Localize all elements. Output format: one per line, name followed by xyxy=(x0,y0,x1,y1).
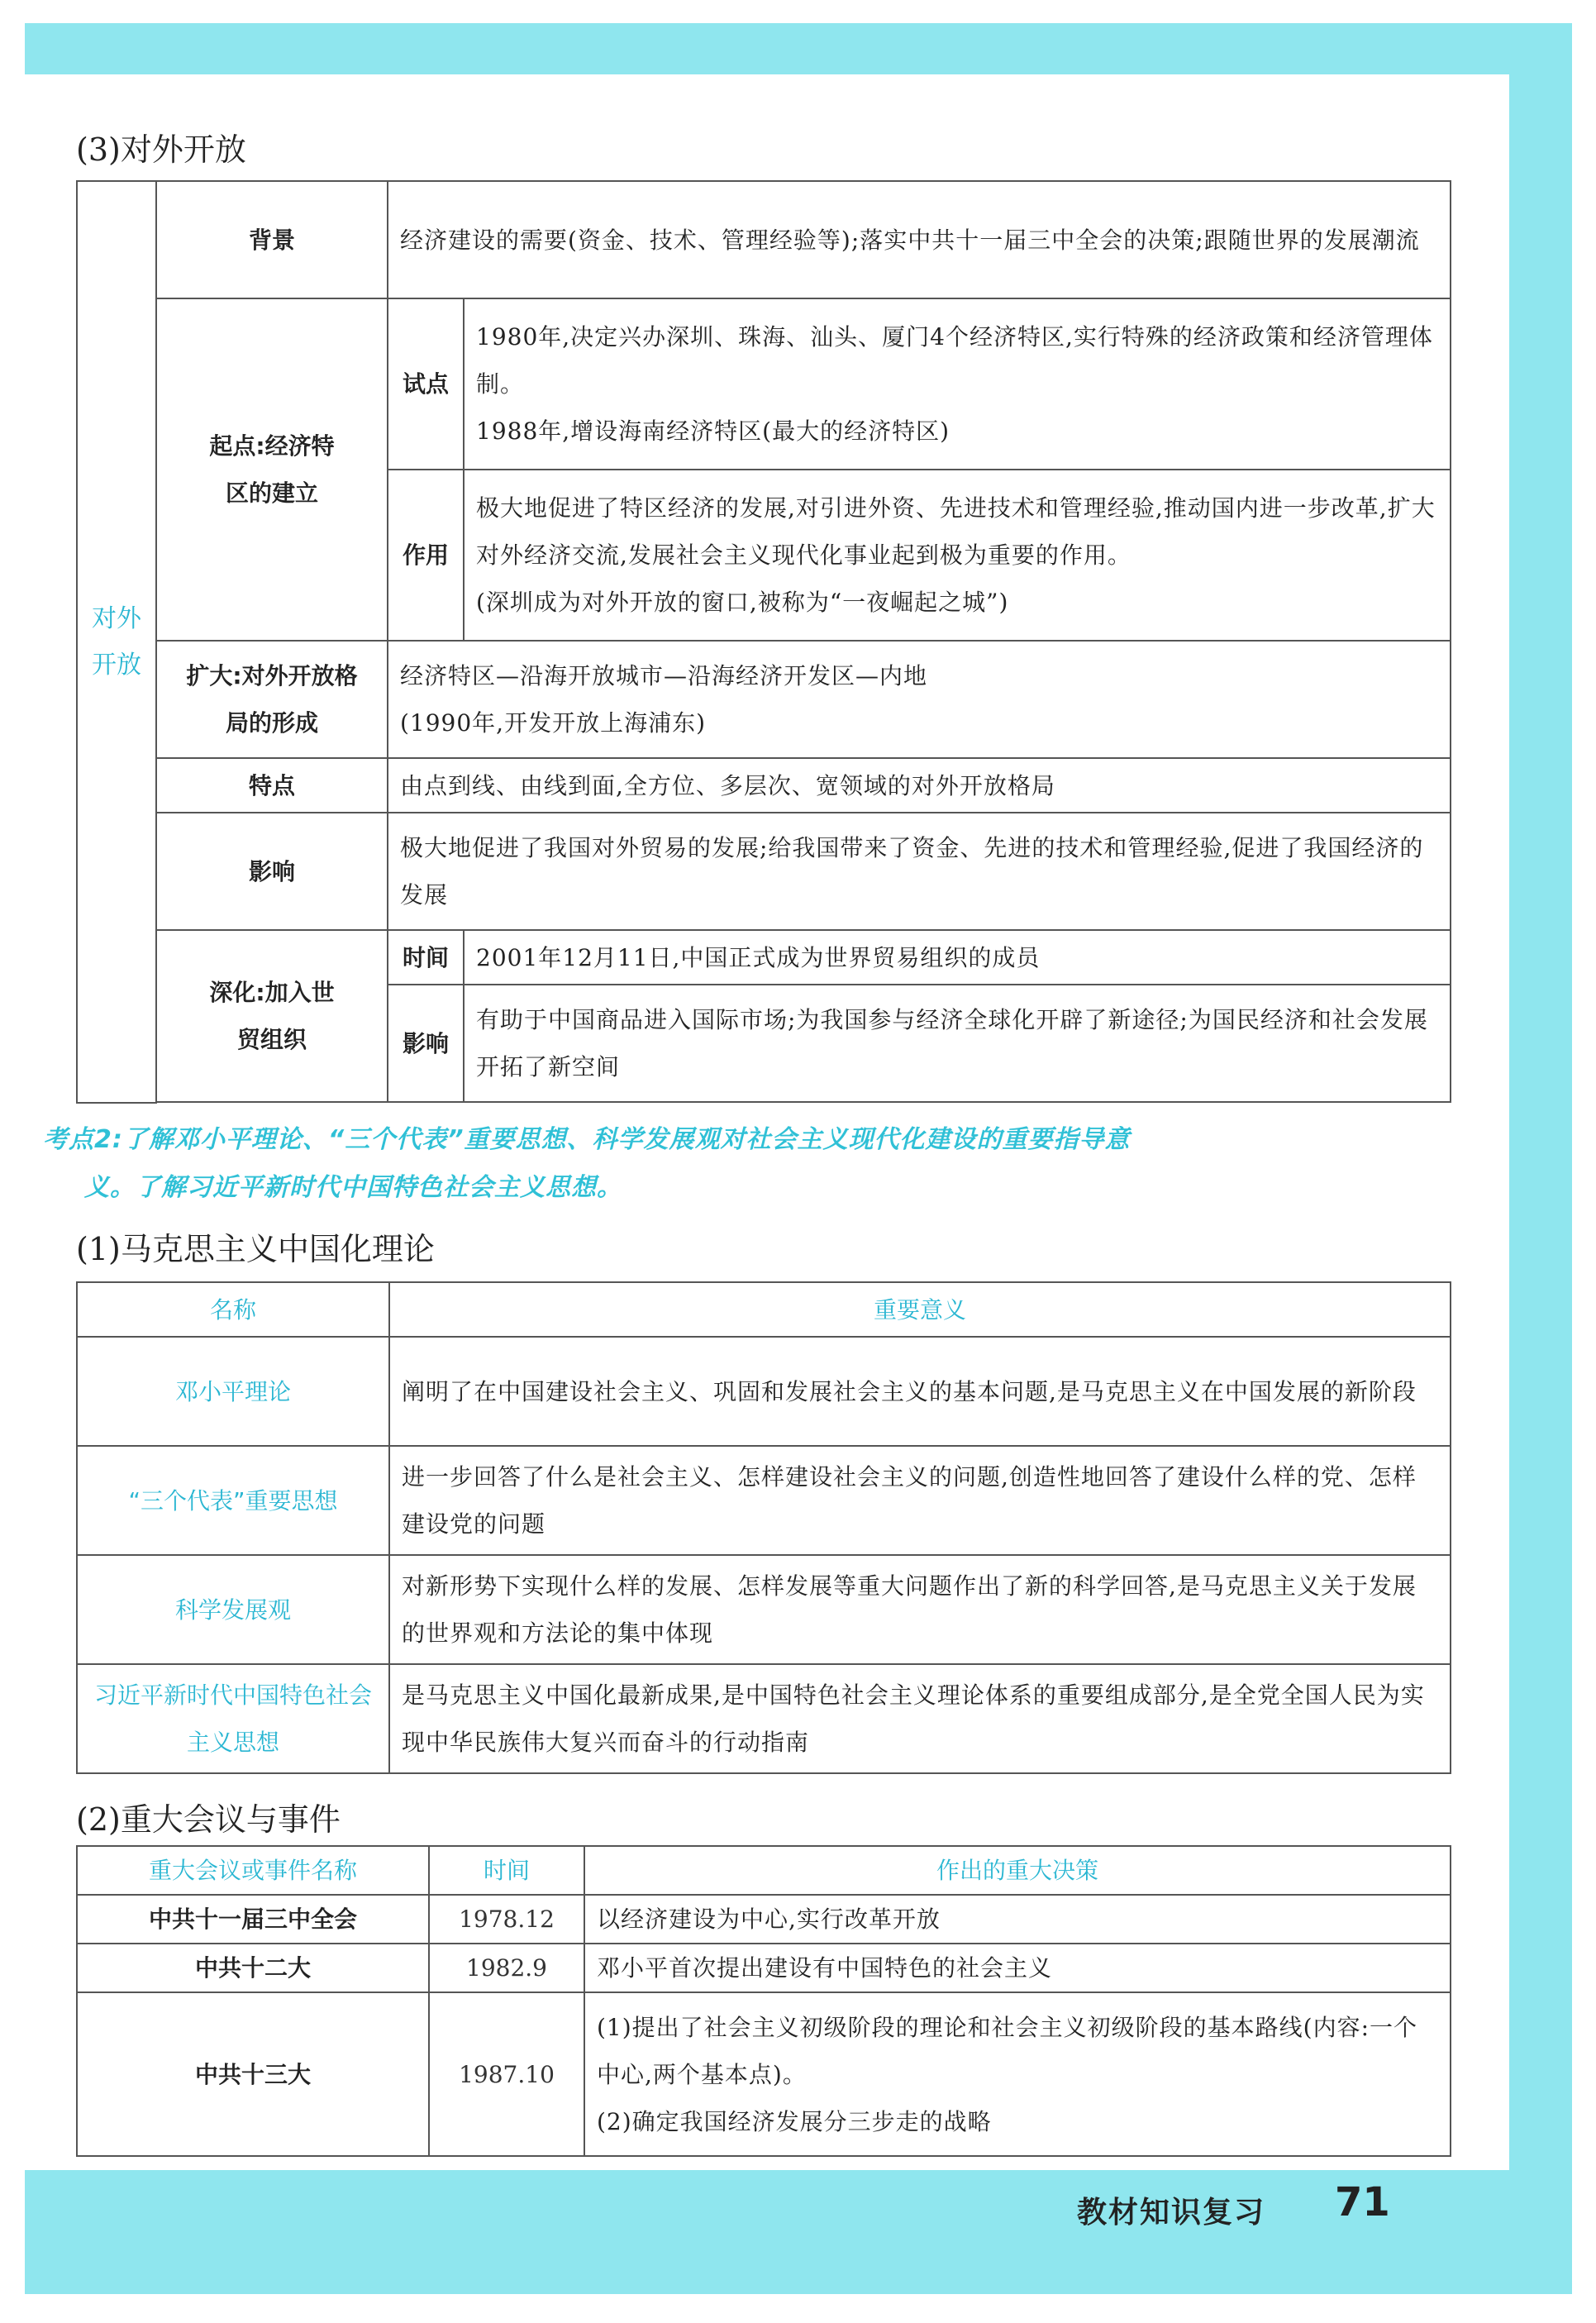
open-main-label: 对外开放 xyxy=(77,181,156,1103)
trial-label: 试点 xyxy=(388,298,464,470)
theory-row-name: “三个代表”重要思想 xyxy=(77,1446,389,1555)
theory-row-name: 科学发展观 xyxy=(77,1555,389,1664)
theory-header-meaning: 重要意义 xyxy=(389,1282,1451,1337)
theory-table xyxy=(76,1281,1451,1774)
meeting-name: 中共十三大 xyxy=(77,1992,429,2156)
meeting-decision-2: (2)确定我国经济发展分三步走的战略 xyxy=(597,2107,992,2135)
expand-text xyxy=(388,641,1451,758)
frame-right-band xyxy=(1509,23,1572,2232)
theory-row-meaning: 进一步回答了什么是社会主义、怎样建设社会主义的问题,创造性地回答了建设什么样的党、怎样建设党的问题 xyxy=(389,1446,1451,1555)
meetings-table xyxy=(76,1845,1451,2157)
theory-row-meaning: 阐明了在中国建设社会主义、巩固和发展社会主义的基本问题,是马克思主义在中国发展的新阶段 xyxy=(389,1337,1451,1446)
meeting-time: 1978.12 xyxy=(429,1895,584,1944)
effect-text xyxy=(464,470,1451,641)
open-table xyxy=(76,180,1451,1104)
kaodian-text xyxy=(43,1116,1465,1212)
background-label: 背景 xyxy=(156,181,388,298)
theory-row-meaning: 是马克思主义中国化最新成果,是中国特色社会主义理论体系的重要组成部分,是全党全国人民为实现中华民族伟大复兴而奋斗的行动指南 xyxy=(389,1664,1451,1773)
meetings-header-decision: 作出的重大决策 xyxy=(584,1846,1451,1895)
theory-row-name: 习近平新时代中国特色社会主义思想 xyxy=(77,1664,389,1773)
deepen-impact-label: 影响 xyxy=(388,985,464,1102)
trial-text xyxy=(464,298,1451,470)
footer-label: 教材知识复习 xyxy=(1077,2196,1266,2230)
frame-top-band xyxy=(25,23,1572,74)
effect-text-2: (深圳成为对外开放的窗口,被称为“一夜崛起之城”) xyxy=(476,589,1009,616)
meeting-decision-1: (1)提出了社会主义初级阶段的理论和社会主义初级阶段的基本路线(内容:一个中心,两个基本点)。 xyxy=(597,2013,1418,2088)
meeting-decision: 邓小平首次提出建设有中国特色的社会主义 xyxy=(584,1944,1451,1992)
background-text: 经济建设的需要(资金、技术、管理经验等);落实中共十一届三中全会的决策;跟随世界的发展潮流 xyxy=(388,181,1451,298)
expand-label: 扩大:对外开放格局的形成 xyxy=(156,641,388,758)
theory-header-name: 名称 xyxy=(77,1282,389,1337)
trial-text-1: 1980年,决定兴办深圳、珠海、汕头、厦门4个经济特区,实行特殊的经济政策和经济管理体制。 xyxy=(476,323,1433,398)
start-label: 起点:经济特区的建立 xyxy=(156,298,388,641)
meetings-heading: (2)重大会议与事件 xyxy=(76,1801,341,1838)
expand-text-2: (1990年,开发开放上海浦东) xyxy=(400,709,707,737)
trial-text-2: 1988年,增设海南经济特区(最大的经济特区) xyxy=(476,417,950,445)
kaodian-line-1: 考点2:了解邓小平理论、“三个代表”重要思想、科学发展观对社会主义现代化建设的重要指导意 xyxy=(43,1125,1131,1154)
feature-label: 特点 xyxy=(156,758,388,813)
theory-heading: (1)马克思主义中国化理论 xyxy=(76,1231,435,1267)
impact-text: 极大地促进了我国对外贸易的发展;给我国带来了资金、先进的技术和管理经验,促进了我国经济的发展 xyxy=(388,813,1451,930)
meeting-name: 中共十一届三中全会 xyxy=(77,1895,429,1944)
impact-label: 影响 xyxy=(156,813,388,930)
meeting-time: 1982.9 xyxy=(429,1944,584,1992)
deepen-label: 深化:加入世贸组织 xyxy=(156,930,388,1102)
meeting-decision xyxy=(584,1992,1451,2156)
expand-text-1: 经济特区—沿海开放城市—沿海经济开发区—内地 xyxy=(400,662,928,689)
effect-text-1: 极大地促进了特区经济的发展,对引进外资、先进技术和管理经验,推动国内进一步改革,扩大对外经济交流,发展社会主义现代化事业起到极为重要的作用。 xyxy=(476,494,1436,569)
page-number: 71 xyxy=(1335,2179,1390,2225)
effect-label: 作用 xyxy=(388,470,464,641)
meetings-header-time: 时间 xyxy=(429,1846,584,1895)
meeting-decision: 以经济建设为中心,实行改革开放 xyxy=(584,1895,1451,1944)
meeting-name: 中共十二大 xyxy=(77,1944,429,1992)
theory-row-name: 邓小平理论 xyxy=(77,1337,389,1446)
deepen-time-label: 时间 xyxy=(388,930,464,985)
kaodian-line-2: 义。了解习近平新时代中国特色社会主义思想。 xyxy=(84,1173,622,1202)
deepen-time-text: 2001年12月11日,中国正式成为世界贸易组织的成员 xyxy=(464,930,1451,985)
deepen-impact-text: 有助于中国商品进入国际市场;为我国参与经济全球化开辟了新途径;为国民经济和社会发展开拓了新空间 xyxy=(464,985,1451,1102)
open-heading: (3)对外开放 xyxy=(76,131,246,168)
meetings-header-name: 重大会议或事件名称 xyxy=(77,1846,429,1895)
feature-text: 由点到线、由线到面,全方位、多层次、宽领域的对外开放格局 xyxy=(388,758,1451,813)
meeting-time: 1987.10 xyxy=(429,1992,584,2156)
theory-row-meaning: 对新形势下实现什么样的发展、怎样发展等重大问题作出了新的科学回答,是马克思主义关于发展的世界观和方法论的集中体现 xyxy=(389,1555,1451,1664)
